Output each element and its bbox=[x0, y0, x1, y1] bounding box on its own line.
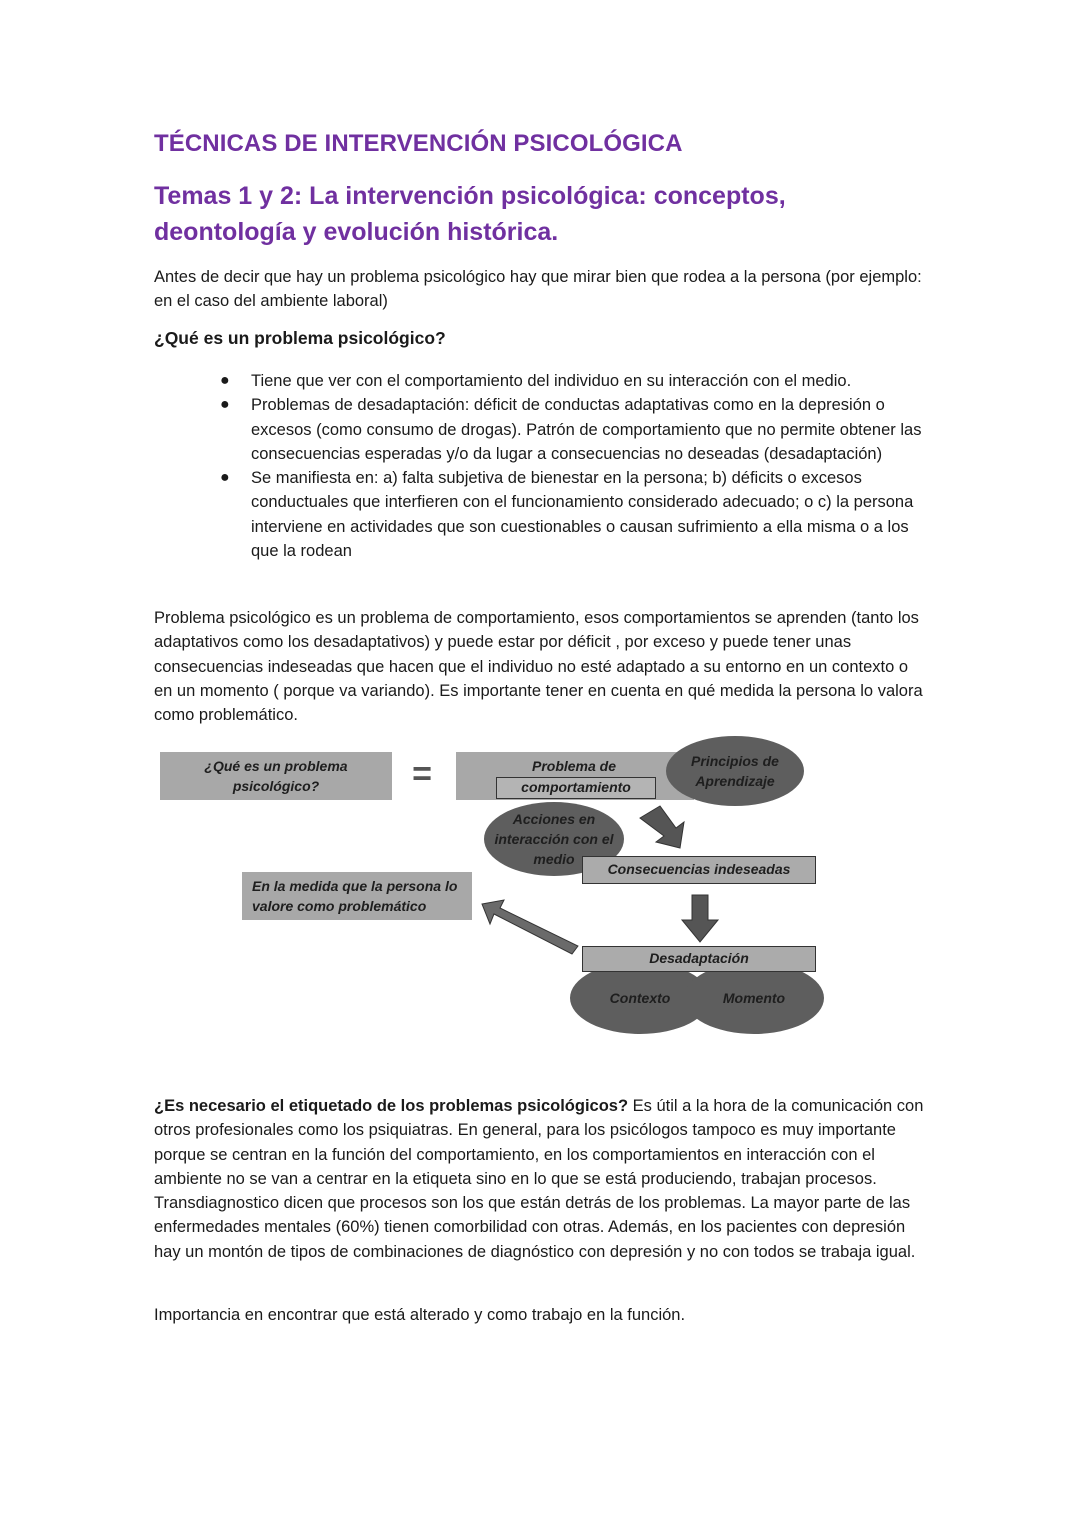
labeling-question: ¿Es necesario el etiquetado de los problemas psicológicos? bbox=[154, 1097, 629, 1115]
list-item bbox=[220, 466, 930, 563]
definition-paragraph: Problema psicológico es un problema de comportamiento, esos comportamientos se aprenden (tanto los adaptativos como los desadaptativos) y puede estar por déficit , por exceso y puede tener unas consecuencias indeseadas que hacen que el individuo no esté adaptado a su entorno en un contexto o en un momento ( porque va variando). Es importante tener en cuenta en qué medida la persona lo valora como problemático. bbox=[154, 609, 923, 725]
closing-paragraph: Importancia en encontrar que está alterado y como trabajo en la función. bbox=[154, 1306, 686, 1324]
question-heading: ¿Qué es un problema psicológico? bbox=[154, 328, 446, 348]
maladaptation-box: Desadaptación bbox=[582, 946, 816, 972]
arrow-down-icon bbox=[682, 895, 718, 942]
document-title: TÉCNICAS DE INTERVENCIÓN PSICOLÓGICA bbox=[154, 130, 683, 157]
moment-oval bbox=[684, 962, 824, 1034]
list-item-text: Se manifiesta en: a) falta subjetiva de bienestar en la persona; b) déficits o excesos conductuales que interfieren con el funcionamiento considerado adecuado; o c) la persona interviene en actividades que son cuestionables o causan sufrimiento a ella misma o a los que la rodean bbox=[251, 469, 914, 561]
arrow-to-consequences-icon bbox=[640, 806, 684, 848]
equals-sign: = bbox=[412, 755, 432, 793]
list-item-text: Tiene que ver con el comportamiento del individuo en su interacción con el medio. bbox=[251, 372, 852, 390]
behavior-box: comportamiento bbox=[496, 777, 656, 799]
intro-paragraph: Antes de decir que hay un problema psicológico hay que mirar bien que rodea a la persona (por ejemplo: en el caso del ambiente laboral) bbox=[154, 268, 922, 311]
bullet-icon: ● bbox=[220, 372, 230, 389]
diagram-question-box: ¿Qué es un problema psicológico? bbox=[160, 752, 392, 800]
valuation-box: En la medida que la persona lo valore como problemático bbox=[242, 872, 472, 920]
document-subtitle: Temas 1 y 2: La intervención psicológica: conceptos, deontología y evolución histórica. bbox=[154, 182, 786, 246]
labeling-paragraph bbox=[154, 1094, 929, 1264]
consequences-box: Consecuencias indeseadas bbox=[582, 856, 816, 884]
list-item bbox=[220, 369, 930, 393]
problem-diagram bbox=[154, 740, 834, 1050]
bullet-icon: ● bbox=[220, 469, 230, 487]
actions-oval: Acciones en interacción con el medio bbox=[484, 802, 624, 876]
bullet-icon: ● bbox=[220, 396, 230, 414]
list-item-text: Problemas de desadaptación: déficit de conductas adaptativas como en la depresión o excesos (como consumo de drogas). Patrón de comportamiento que no permite obtener las consecuencias esperadas y/o da lugar a consecuencias no deseadas (desadaptación) bbox=[251, 396, 922, 463]
context-label: Contexto bbox=[609, 990, 671, 1006]
list-item bbox=[220, 393, 930, 466]
learning-principles-oval: Principios de Aprendizaje bbox=[666, 736, 804, 806]
problem-label: Problema de bbox=[531, 758, 617, 774]
bullet-list bbox=[220, 369, 930, 563]
labeling-text: Es útil a la hora de la comunicación con otros profesionales como los psiquiatras. En general, para los psicólogos tampoco es muy importante porque se centran en la función del comportamiento, en los comportamientos en interacción con el ambiente no se van a centrar en la etiqueta sino en lo que se está produciendo, trabajan procesos. Transdiagnostico dicen que procesos son los que están detrás de los problemas. La mayor parte de las enfermedades mentales (60%) tienen comorbilidad con otras. Además, en los pacientes con depresión hay un montón de tipos de combinaciones de diagnóstico con depresión y no con todos se trabaja igual. bbox=[154, 1097, 924, 1261]
moment-label: Momento bbox=[722, 990, 786, 1006]
arrow-to-valuation-icon bbox=[482, 900, 578, 954]
